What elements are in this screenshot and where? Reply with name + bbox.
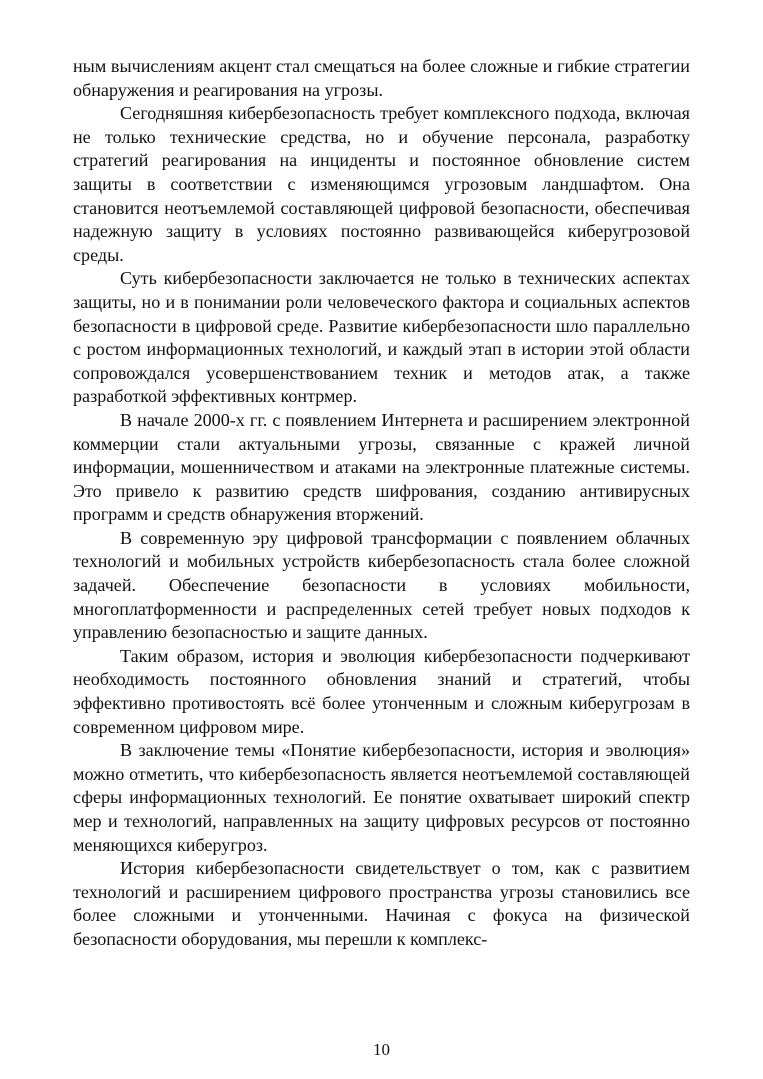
paragraph: Суть кибербезопасности заключается не только в технических аспектах защиты, но и в понимании роли человеческого фактора и социальных аспектов безопасности в цифровой среде. Развитие кибербезопасности шло параллельно с ростом информационных технологий, и каждый этап в истории этой области сопровождался усовершенствованием техник и методов атак, а также разработкой эффективных контрмер. [73,268,690,407]
paragraph: История кибербезопасности свидетельствует о том, как с развитием технологий и расширением цифрового пространства угрозы становились все более сложными и утонченными. Начиная с фокуса на физической безопасности оборудования, мы перешли к комплекс- [73,858,690,949]
page-number: 10 [373,1040,390,1059]
paragraph-continued: ным вычислениям акцент стал смещаться на более сложные и гибкие стратегии обнаружения и реагирования на угрозы. [73,56,690,100]
document-page [73,55,690,952]
paragraph: В современную эру цифровой трансформации с появлением облачных технологий и мобильных устройств кибербезопасность стала более сложной задачей. Обеспечение безопасности в условиях мобильности, многоплатформенности и распределенных сетей требует новых подходов к управлению безопасностью и защите данных. [73,527,690,643]
paragraph: Сегодняшняя кибербезопасность требует комплексного подхода, включая не только технические средства, но и обучение персонала, разработку стратегий реагирования на инциденты и постоянное обновление систем защиты в соответствии с изменяющимся угрозовым ландшафтом. Она становится неотъемлемой составляющей цифровой безопасности, обеспечивая надежную защиту в условиях постоянно развивающейся киберугрозовой среды. [73,103,690,265]
paragraph: В заключение темы «Понятие кибербезопасности, история и эволюция» можно отметить, что кибербезопасность является неотъемлемой составляющей сферы информационных технологий. Ее понятие охватывает широкий спектр мер и технологий, направленных на защиту цифровых ресурсов от постоянно меняющихся киберугроз. [73,740,690,855]
paragraph: В начале 2000-х гг. с появлением Интернета и расширением электронной коммерции стали актуальными угрозы, связанные с кражей личной информации, мошенничеством и атаками на электронные платежные системы. Это привело к развитию средств шифрования, созданию антивирусных программ и средств обнаружения вторжений. [73,409,690,525]
paragraph: Таким образом, история и эволюция кибербезопасности подчеркивают необходимость постоянного обновления знаний и стратегий, чтобы эффективно противостоять всё более утонченным и сложным киберугрозам в современном цифровом мире. [73,645,690,737]
